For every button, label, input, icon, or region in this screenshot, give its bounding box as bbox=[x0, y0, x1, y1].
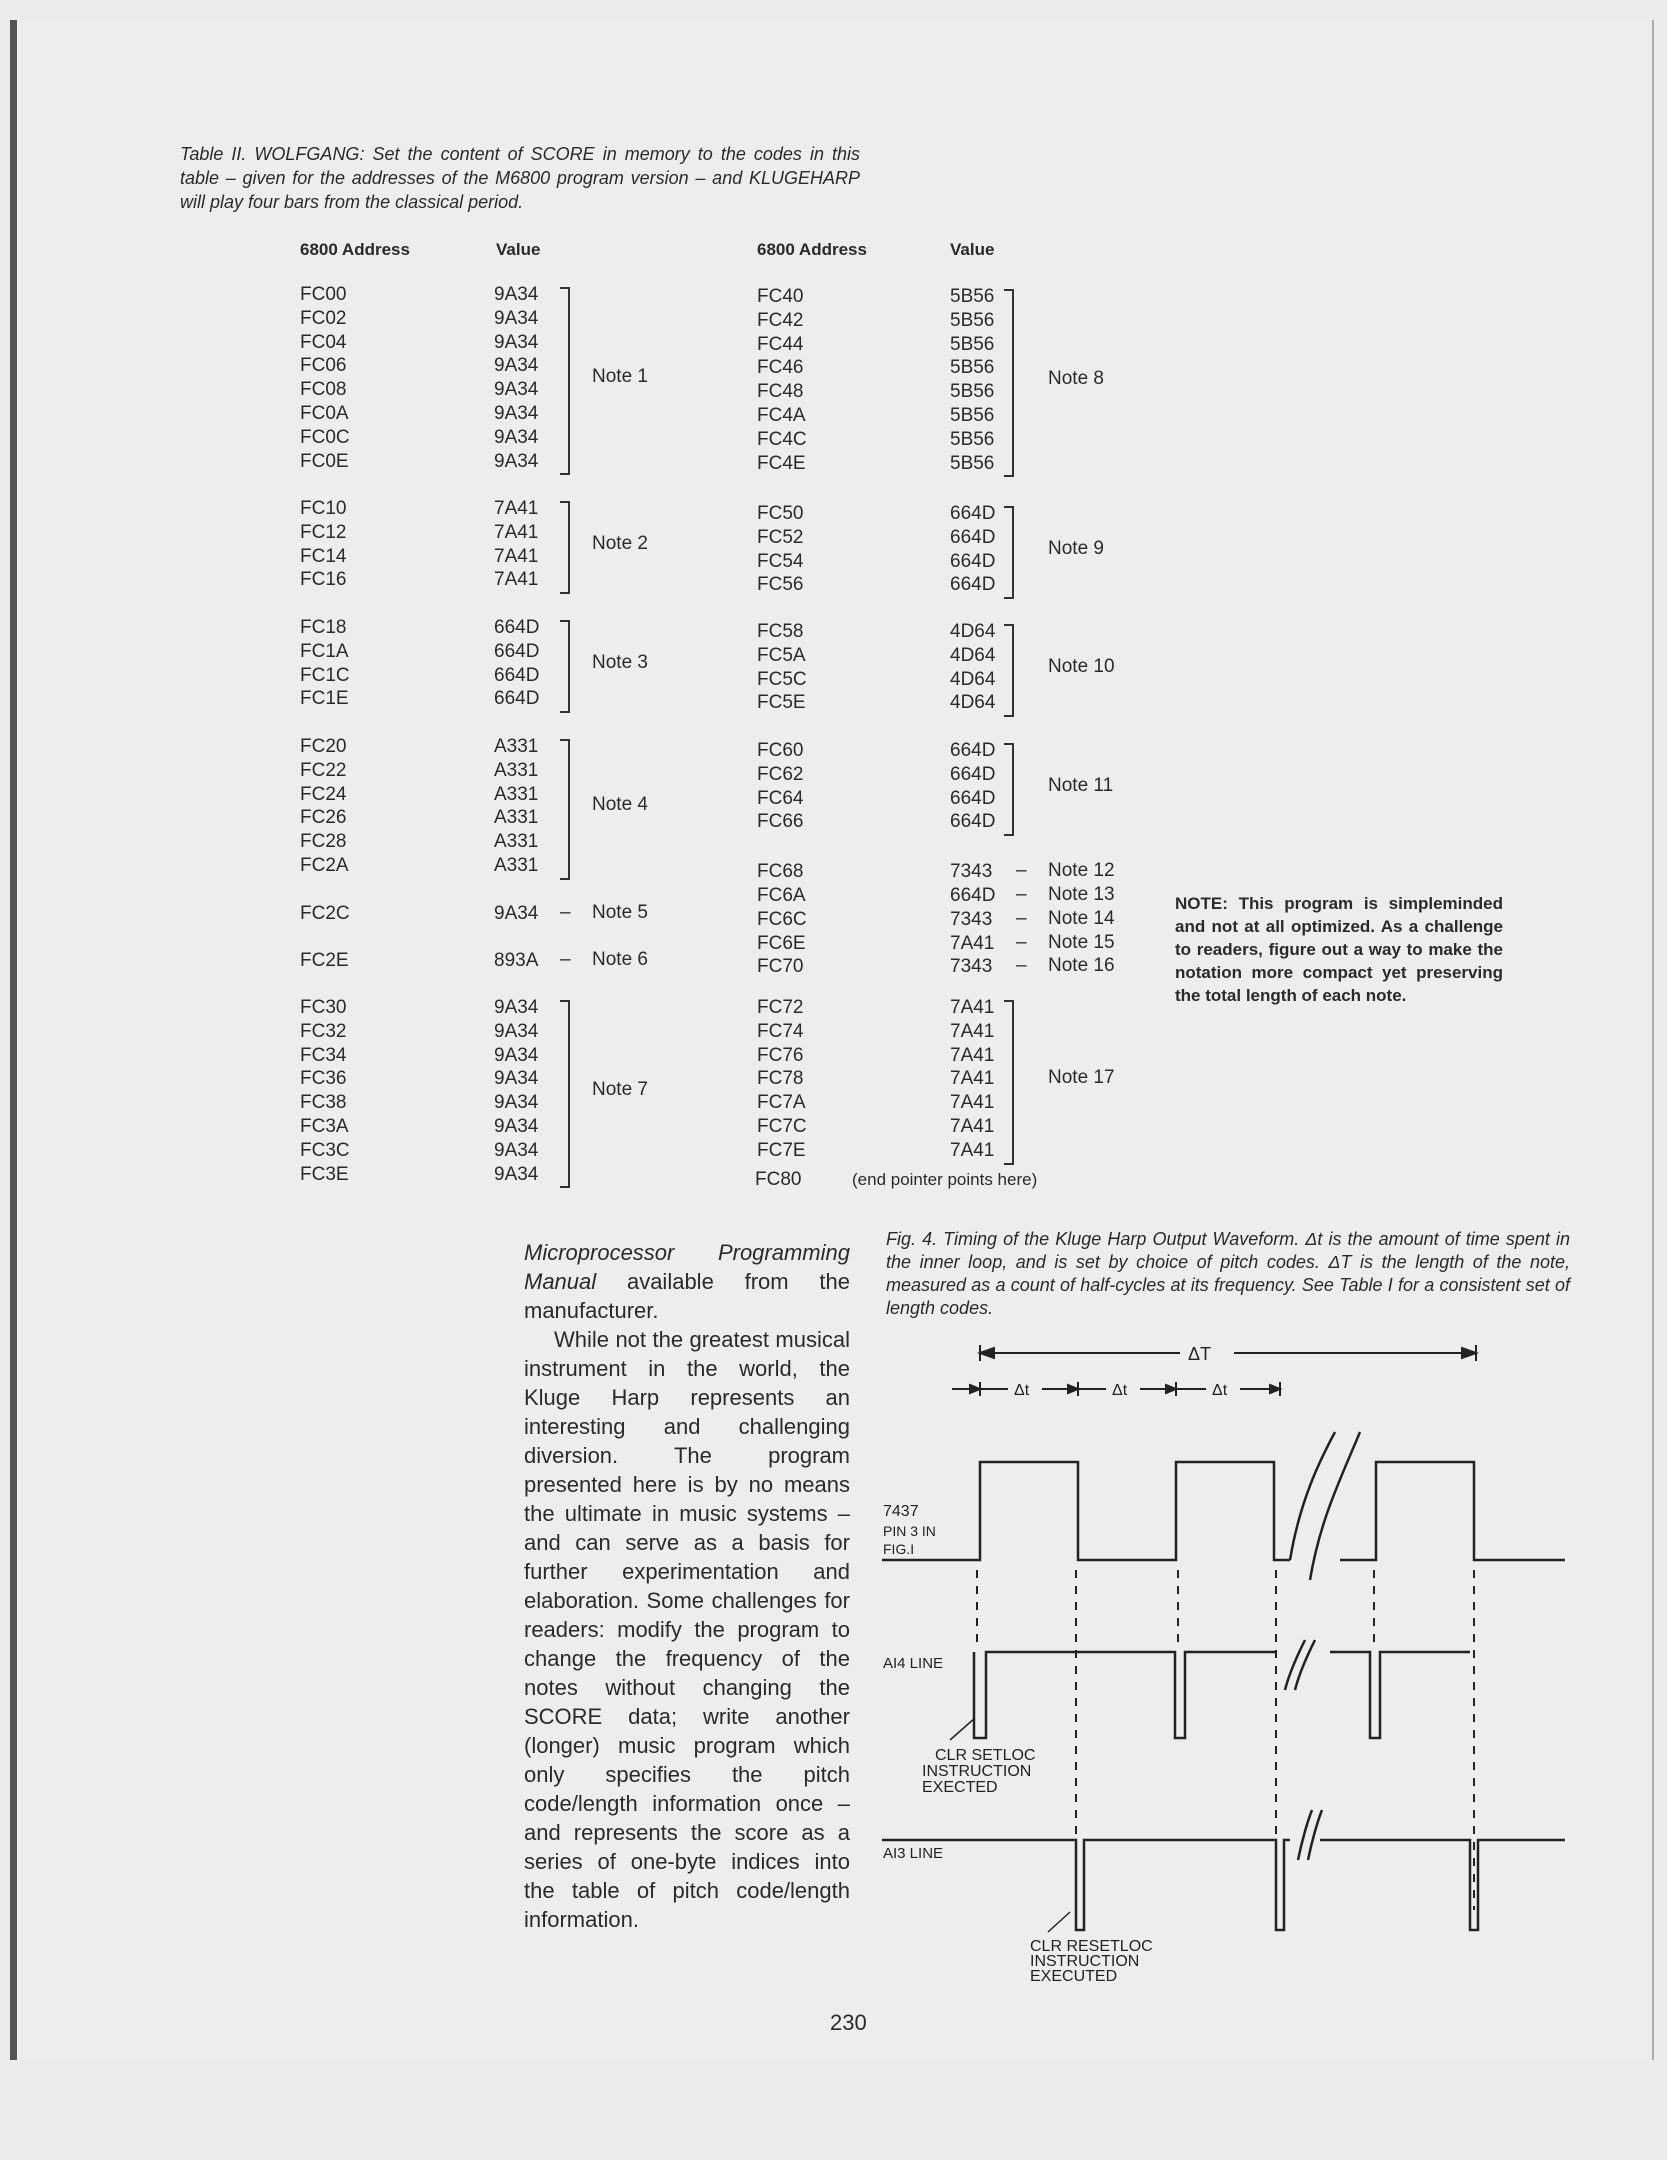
note-label: Note 10 bbox=[1048, 655, 1115, 677]
table-address: FC54 bbox=[757, 550, 804, 572]
note-dash: – bbox=[560, 902, 571, 923]
signal1-label-2: PIN 3 IN bbox=[883, 1523, 936, 1539]
table-value: 9A34 bbox=[494, 331, 539, 353]
paragraph-2: While not the greatest musical instrument in the world, the Kluge Harp represents an interesting and challenging diversion. The program presented here is by no means the ultimate in music systems – and can serve as a basis for further experimentation and elaboration. Some challenges for readers: modify the program to change the frequency of the notes without changing the SCORE data; write another (longer) music program which only specifies the pitch code/length information once – and represents the score as a series of one-byte indices into the table of pitch code/length information. bbox=[524, 1327, 850, 1932]
note-label: Note 9 bbox=[1048, 537, 1104, 559]
note-label: Note 11 bbox=[1048, 774, 1114, 796]
table-value: 9A34 bbox=[494, 284, 539, 305]
table-value: 5B56 bbox=[950, 309, 995, 331]
note-label: Note 2 bbox=[592, 532, 648, 554]
setloc-note-3: EXECTED bbox=[922, 1779, 998, 1796]
table-address: FC46 bbox=[757, 357, 804, 379]
setloc-note-2: INSTRUCTION bbox=[922, 1763, 1032, 1780]
table-address: FC02 bbox=[300, 307, 347, 329]
table-value: 7A41 bbox=[950, 1092, 995, 1114]
note-label: Note 12 bbox=[1048, 860, 1115, 881]
table-address: FC6A bbox=[757, 885, 806, 906]
note-label: Note 1 bbox=[592, 366, 648, 388]
timing-guides bbox=[977, 1570, 1474, 1930]
table-value: 7343 bbox=[950, 861, 993, 882]
table-address: FC3C bbox=[300, 1139, 350, 1161]
ai3-label: AI3 LINE bbox=[883, 1845, 944, 1862]
table-address: FC48 bbox=[757, 381, 804, 403]
page-number: 230 bbox=[830, 2010, 867, 2035]
table-value: 9A34 bbox=[494, 403, 539, 424]
note-label: Note 14 bbox=[1048, 908, 1115, 929]
table-value: 7A41 bbox=[950, 1020, 995, 1042]
table-address: FC1E bbox=[300, 688, 349, 710]
table-value: 5B56 bbox=[950, 428, 995, 450]
table-address: FC5C bbox=[757, 668, 807, 690]
table-address: FC76 bbox=[757, 1044, 804, 1066]
header-address: 6800 Address bbox=[300, 240, 410, 259]
note-dash: – bbox=[1016, 932, 1027, 953]
table-value: 9A34 bbox=[494, 1116, 539, 1137]
table-value: 7A41 bbox=[950, 1116, 995, 1137]
table-caption: Table II. WOLFGANG: Set the content of SCORE in memory to the codes in this table – given for the addresses of the M6800 program version – and KLUGEHARP will play four bars from the classical period. bbox=[180, 144, 860, 212]
table-address: FC68 bbox=[757, 861, 804, 882]
table-address: FC12 bbox=[300, 521, 347, 543]
table-value: 664D bbox=[950, 526, 996, 548]
table-value: 9A34 bbox=[494, 903, 539, 924]
table-value: 9A34 bbox=[494, 1068, 539, 1090]
resetloc-note-2: INSTRUCTION bbox=[1030, 1953, 1140, 1970]
table-value: 664D bbox=[950, 787, 996, 809]
table-address: FC34 bbox=[300, 1044, 347, 1066]
table-address: FC78 bbox=[757, 1068, 804, 1090]
table-address: FC4C bbox=[757, 428, 807, 450]
table-value: A331 bbox=[494, 831, 539, 853]
table-address: FC1C bbox=[300, 664, 350, 686]
table-value: 5B56 bbox=[950, 333, 995, 355]
figure-caption: Fig. 4. Timing of the Kluge Harp Output Waveform. Δt is the amount of time spent in the inner loop, and is set by choice of pitch codes. ΔT is the length of the note, measured as a count of half-cycles at its frequency. See Table I for a consistent set of length codes. bbox=[886, 1229, 1570, 1318]
table-value: 9A34 bbox=[494, 426, 539, 448]
table-value: 7A41 bbox=[494, 545, 539, 567]
setloc-note-1: CLR SETLOC bbox=[935, 1747, 1036, 1764]
table-address: FC2A bbox=[300, 855, 349, 876]
table-address: FC0A bbox=[300, 403, 349, 424]
table-value: 7A41 bbox=[494, 521, 539, 543]
table-address: FC04 bbox=[300, 331, 347, 353]
table-address: FC28 bbox=[300, 831, 347, 853]
table-address: FC0E bbox=[300, 450, 349, 472]
table-address: FC4E bbox=[757, 452, 806, 474]
table-address: FC70 bbox=[757, 956, 804, 977]
table-value: 893A bbox=[494, 950, 539, 971]
note-label: Note 4 bbox=[592, 794, 648, 816]
table-address: FC80 bbox=[755, 1169, 802, 1190]
table-address: FC56 bbox=[757, 574, 804, 596]
table-value: 4D64 bbox=[950, 692, 996, 714]
note-dash: – bbox=[1016, 884, 1027, 905]
header-value-2: Value bbox=[950, 240, 995, 259]
delta-t-label-2: Δt bbox=[1112, 1382, 1128, 1399]
table-value: 9A34 bbox=[494, 355, 539, 377]
header-address-2: 6800 Address bbox=[757, 240, 867, 259]
table-address: FC42 bbox=[757, 309, 804, 331]
signal1-label-3: FIG.I bbox=[883, 1541, 915, 1557]
resetloc-note-3: EXECUTED bbox=[1030, 1968, 1118, 1985]
table-value: A331 bbox=[494, 736, 539, 757]
table-address: FC36 bbox=[300, 1068, 347, 1090]
header-value: Value bbox=[496, 240, 541, 259]
table-value: 5B56 bbox=[950, 357, 995, 379]
note-label: Note 8 bbox=[1048, 368, 1104, 390]
table-value: 664D bbox=[950, 574, 996, 596]
table-address: FC7C bbox=[757, 1116, 807, 1137]
note-label: Note 3 bbox=[592, 651, 648, 673]
note-dash: – bbox=[560, 949, 571, 970]
table-value: 9A34 bbox=[494, 997, 539, 1018]
table-value: 9A34 bbox=[494, 1092, 539, 1114]
note-label: Note 13 bbox=[1048, 884, 1115, 905]
table-value: 7A41 bbox=[950, 997, 995, 1018]
note-label: Note 15 bbox=[1048, 932, 1115, 953]
table-address: FC06 bbox=[300, 355, 347, 377]
table-value: 7A41 bbox=[950, 1068, 995, 1090]
table-address: FC0C bbox=[300, 426, 350, 448]
table-address: FC60 bbox=[757, 740, 804, 761]
delta-t-label-3: Δt bbox=[1212, 1382, 1228, 1399]
table-address: FC66 bbox=[757, 811, 804, 833]
ai3-waveform bbox=[882, 1810, 1565, 1930]
ai4-waveform bbox=[974, 1640, 1470, 1738]
table-address: FC52 bbox=[757, 526, 804, 548]
signal1-label-1: 7437 bbox=[883, 1503, 919, 1520]
resetloc-pointer bbox=[1048, 1912, 1070, 1932]
table-address: FC40 bbox=[757, 286, 804, 307]
table-value: 7343 bbox=[950, 956, 993, 977]
paragraph-1-rest: available from the manufacturer. bbox=[524, 1269, 850, 1323]
table-value: 5B56 bbox=[950, 381, 995, 403]
note-label: Note 7 bbox=[592, 1079, 648, 1101]
table-address: FC7E bbox=[757, 1139, 806, 1161]
delta-t-label-1: Δt bbox=[1014, 1382, 1030, 1399]
table-value: 7A41 bbox=[950, 1139, 995, 1161]
table-address: FC44 bbox=[757, 333, 804, 355]
note-label: Note 5 bbox=[592, 902, 648, 923]
table-address: FC38 bbox=[300, 1092, 347, 1114]
table-value: 5B56 bbox=[950, 286, 995, 307]
table-value: 664D bbox=[950, 740, 996, 761]
note-label: Note 6 bbox=[592, 949, 648, 970]
table-address: FC26 bbox=[300, 807, 347, 829]
table-value: 9A34 bbox=[494, 307, 539, 329]
table-address: FC6C bbox=[757, 909, 807, 930]
table-address: FC18 bbox=[300, 617, 347, 638]
note-label: Note 17 bbox=[1048, 1067, 1115, 1089]
table-address: FC1A bbox=[300, 640, 349, 662]
table-address: FC14 bbox=[300, 545, 347, 567]
resetloc-note-1: CLR RESETLOC bbox=[1030, 1938, 1153, 1955]
table-value: 7A41 bbox=[950, 1044, 995, 1066]
table-address: FC6E bbox=[757, 933, 806, 954]
table-address: FC72 bbox=[757, 997, 804, 1018]
table-value: 664D bbox=[494, 640, 540, 662]
table-address: FC2C bbox=[300, 903, 350, 924]
note-callout: NOTE: This program is simpleminded and not at all optimized. As a challenge to readers, figure out a way to make the notation more compact yet preserving the total length of each note. bbox=[1175, 894, 1503, 1005]
table-value: 9A34 bbox=[494, 1020, 539, 1042]
table-value: 9A34 bbox=[494, 1163, 539, 1185]
table-value: 664D bbox=[950, 503, 996, 524]
ai4-label: AI4 LINE bbox=[883, 1655, 944, 1672]
square-wave bbox=[882, 1432, 1565, 1580]
table-value: 5B56 bbox=[950, 452, 995, 474]
table-value: A331 bbox=[494, 807, 539, 829]
table-address: FC22 bbox=[300, 759, 347, 781]
table-address: FC16 bbox=[300, 569, 347, 591]
table-value: 664D bbox=[950, 885, 996, 906]
table-value: 9A34 bbox=[494, 1139, 539, 1161]
table-address: FC5A bbox=[757, 644, 806, 666]
table-address: FC00 bbox=[300, 284, 347, 305]
table-address: FC08 bbox=[300, 379, 347, 401]
table-value: 7A41 bbox=[494, 498, 539, 519]
table-address: FC5E bbox=[757, 692, 806, 714]
end-pointer-note: (end pointer points here) bbox=[852, 1170, 1038, 1189]
note-label: Note 16 bbox=[1048, 955, 1115, 976]
table-address: FC4A bbox=[757, 405, 806, 426]
table-value: 664D bbox=[494, 688, 540, 710]
table-value: 7A41 bbox=[950, 933, 995, 954]
table-value: 9A34 bbox=[494, 379, 539, 401]
manual-title: Microprocessor Programming Manual bbox=[524, 1240, 850, 1294]
table-value: 9A34 bbox=[494, 1044, 539, 1066]
table-value: A331 bbox=[494, 855, 539, 876]
table-address: FC3A bbox=[300, 1116, 349, 1137]
note-dash: – bbox=[1016, 908, 1027, 929]
table-address: FC32 bbox=[300, 1020, 347, 1042]
table-value: 4D64 bbox=[950, 668, 996, 690]
setloc-pointer bbox=[950, 1718, 975, 1740]
table-value: 664D bbox=[950, 811, 996, 833]
table-value: A331 bbox=[494, 783, 539, 805]
table-value: 664D bbox=[950, 550, 996, 572]
table-value: A331 bbox=[494, 759, 539, 781]
table-address: FC20 bbox=[300, 736, 347, 757]
table-value: 7A41 bbox=[494, 569, 539, 591]
table-value: 7343 bbox=[950, 909, 993, 930]
note-dash: – bbox=[1016, 955, 1027, 976]
table-value: 664D bbox=[494, 617, 540, 638]
table-address: FC62 bbox=[757, 763, 804, 785]
table-address: FC2E bbox=[300, 950, 349, 971]
table-value: 9A34 bbox=[494, 450, 539, 472]
table-address: FC74 bbox=[757, 1020, 804, 1042]
table-address: FC10 bbox=[300, 498, 347, 519]
delta-T-label: ΔT bbox=[1188, 1344, 1212, 1364]
delta-T-arrow bbox=[980, 1340, 1476, 1364]
table-value: 664D bbox=[494, 664, 540, 686]
table-address: FC24 bbox=[300, 783, 347, 805]
table-address: FC3E bbox=[300, 1163, 349, 1185]
table-value: 5B56 bbox=[950, 405, 995, 426]
table-value: 4D64 bbox=[950, 644, 996, 666]
table-address: FC30 bbox=[300, 997, 347, 1018]
table-address: FC50 bbox=[757, 503, 804, 524]
table-address: FC64 bbox=[757, 787, 804, 809]
note-dash: – bbox=[1016, 860, 1027, 881]
table-address: FC7A bbox=[757, 1092, 806, 1114]
table-value: 4D64 bbox=[950, 621, 996, 642]
table-value: 664D bbox=[950, 763, 996, 785]
table-address: FC58 bbox=[757, 621, 804, 642]
